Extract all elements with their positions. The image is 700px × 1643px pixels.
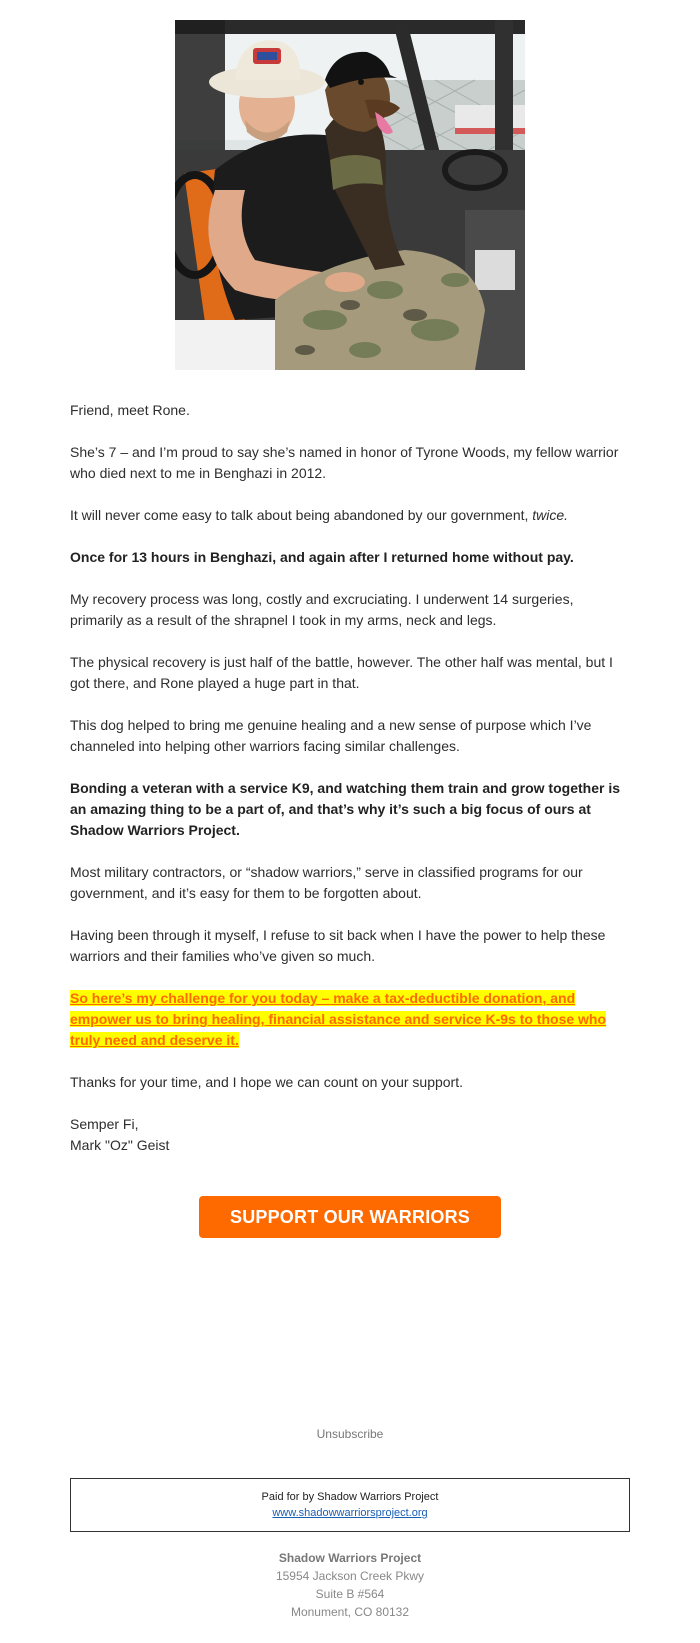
paragraph-abandoned-text: It will never come easy to talk about being abandoned by our government, — [70, 507, 533, 523]
cta-container — [0, 1196, 700, 1270]
paragraph-healing: This dog helped to bring me genuine healing and a new sense of purpose which I’ve channeled into helping other warriors facing similar challenges. — [70, 717, 592, 754]
signature-name: Mark "Oz" Geist — [70, 1137, 170, 1153]
paragraph-k9-bond: Bonding a veteran with a service K9, and watching them train and grow together is an amazing thing to be a part of, and that’s why it’s such a big focus of ours at Shadow Warriors Project. — [70, 780, 620, 838]
challenge-donate-link[interactable]: So here’s my challenge for you today – make a tax-deductible donation, and empower us to bring healing, financial assistance and service K-9s to those who truly need and deserve it. — [70, 990, 607, 1048]
address-line-1: 15954 Jackson Creek Pkwy — [275, 1569, 425, 1583]
paragraph-benghazi: Once for 13 hours in Benghazi, and again after I returned home without pay. — [70, 549, 574, 565]
paragraph-refuse: Having been through it myself, I refuse to sit back when I have the power to help these warriors and their families who’ve given so much. — [70, 927, 606, 964]
website-link[interactable]: www.shadowwarriorsproject.org — [272, 1507, 428, 1519]
mailing-address — [0, 1549, 700, 1621]
paid-for-box — [70, 1478, 630, 1532]
paid-for-text: Paid for by Shadow Warriors Project — [261, 1491, 439, 1503]
paragraph-thanks: Thanks for your time, and I hope we can count on your support. — [70, 1074, 463, 1090]
address-line-2: Suite B #564 — [315, 1587, 385, 1601]
address-org: Shadow Warriors Project — [278, 1551, 422, 1565]
signature-block — [70, 1114, 630, 1156]
paragraph-abandoned-emphasis: twice. — [532, 507, 569, 523]
greeting: Friend, meet Rone. — [70, 402, 190, 418]
paragraph-shadow-warriors: Most military contractors, or “shadow warriors,” serve in classified programs for our government, and it’s easy for them to be forgotten about. — [70, 864, 583, 901]
letter-body — [70, 400, 630, 1177]
paragraph-recovery: My recovery process was long, costly and excruciating. I underwent 14 surgeries, primarily as a result of the shrapnel I took in my arms, neck and legs. — [70, 591, 574, 628]
hero-photo-illustration — [175, 20, 525, 370]
paragraph-abandoned — [70, 505, 630, 526]
paragraph-physical: The physical recovery is just half of the battle, however. The other half was mental, but I got there, and Rone played a huge part in that. — [70, 654, 613, 691]
unsubscribe-link[interactable]: Unsubscribe — [316, 1427, 384, 1441]
paragraph-challenge — [70, 988, 630, 1051]
hero-photo — [175, 20, 525, 370]
support-warriors-button[interactable]: SUPPORT OUR WARRIORS >> — [199, 1196, 501, 1238]
closing: Semper Fi, — [70, 1116, 139, 1132]
address-line-3: Monument, CO 80132 — [290, 1605, 410, 1619]
paragraph-rone-name: She’s 7 – and I’m proud to say she’s named in honor of Tyrone Woods, my fellow warrior who died next to me in Benghazi in 2012. — [70, 444, 619, 481]
